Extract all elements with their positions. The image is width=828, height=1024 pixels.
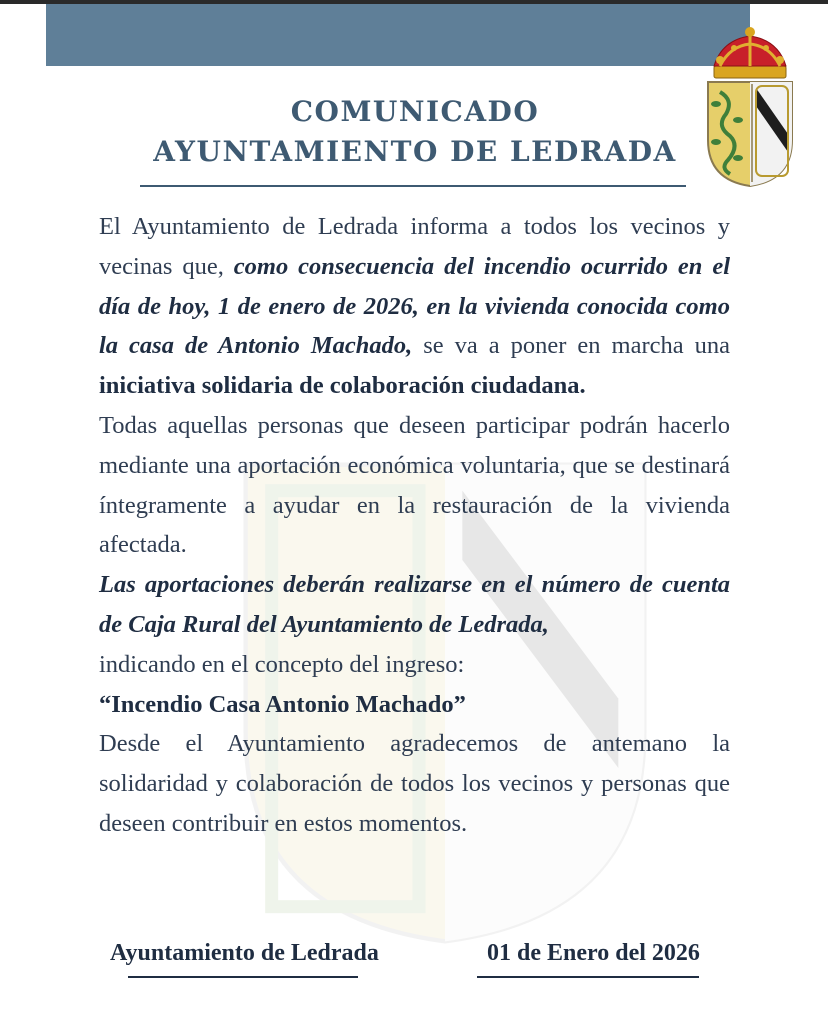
fire-details-text: como consecuencia del incendio ocurrido en el día de hoy, 1 de enero de 2026, en la vivienda conocida como la casa de Antonio Machado, xyxy=(99,252,731,360)
transfer-concept-quote: “Incendio Casa Antonio Machado” xyxy=(99,690,466,718)
signature-name: Ayuntamiento de Ledrada xyxy=(110,940,379,966)
paragraph-intro xyxy=(99,207,730,406)
title-line-2: AYUNTAMIENTO DE LEDRADA xyxy=(153,135,677,168)
intro-middle-text: se va a poner en marcha una xyxy=(412,332,731,360)
page-title xyxy=(130,92,700,172)
title-line-1: COMUNICADO xyxy=(290,95,540,128)
paragraph-participation: Todas aquellas personas que deseen participar podrán hacerlo mediante una aportación económica voluntaria, que se destinará íntegramente a ayudar en la restauración de la vivienda afectada. xyxy=(99,411,730,559)
announcement-body xyxy=(99,207,730,844)
header-banner xyxy=(46,4,750,66)
initiative-text: iniciativa solidaria de colaboración ciudadana. xyxy=(99,372,586,400)
paragraph-thanks: Desde el Ayuntamiento agradecemos de antemano la solidaridad y colaboración de todos los vecinos y personas que deseen contribuir en estos momentos. xyxy=(99,730,730,837)
date-underline xyxy=(477,976,699,978)
signature-date: 01 de Enero del 2026 xyxy=(487,940,700,966)
concept-instruction-text: indicando en el concepto del ingreso: xyxy=(99,650,465,678)
paragraph-account xyxy=(99,565,730,684)
coat-of-arms-icon xyxy=(700,22,800,190)
signature-underline xyxy=(128,976,358,978)
intro-text: El Ayuntamiento de Ledrada informa a todos los vecinos y vecinas que, xyxy=(99,213,730,280)
title-underline xyxy=(140,185,686,187)
account-text: Las aportaciones deberán realizarse en el número de cuenta de Caja Rural del Ayuntamiento de Ledrada, xyxy=(99,571,730,638)
